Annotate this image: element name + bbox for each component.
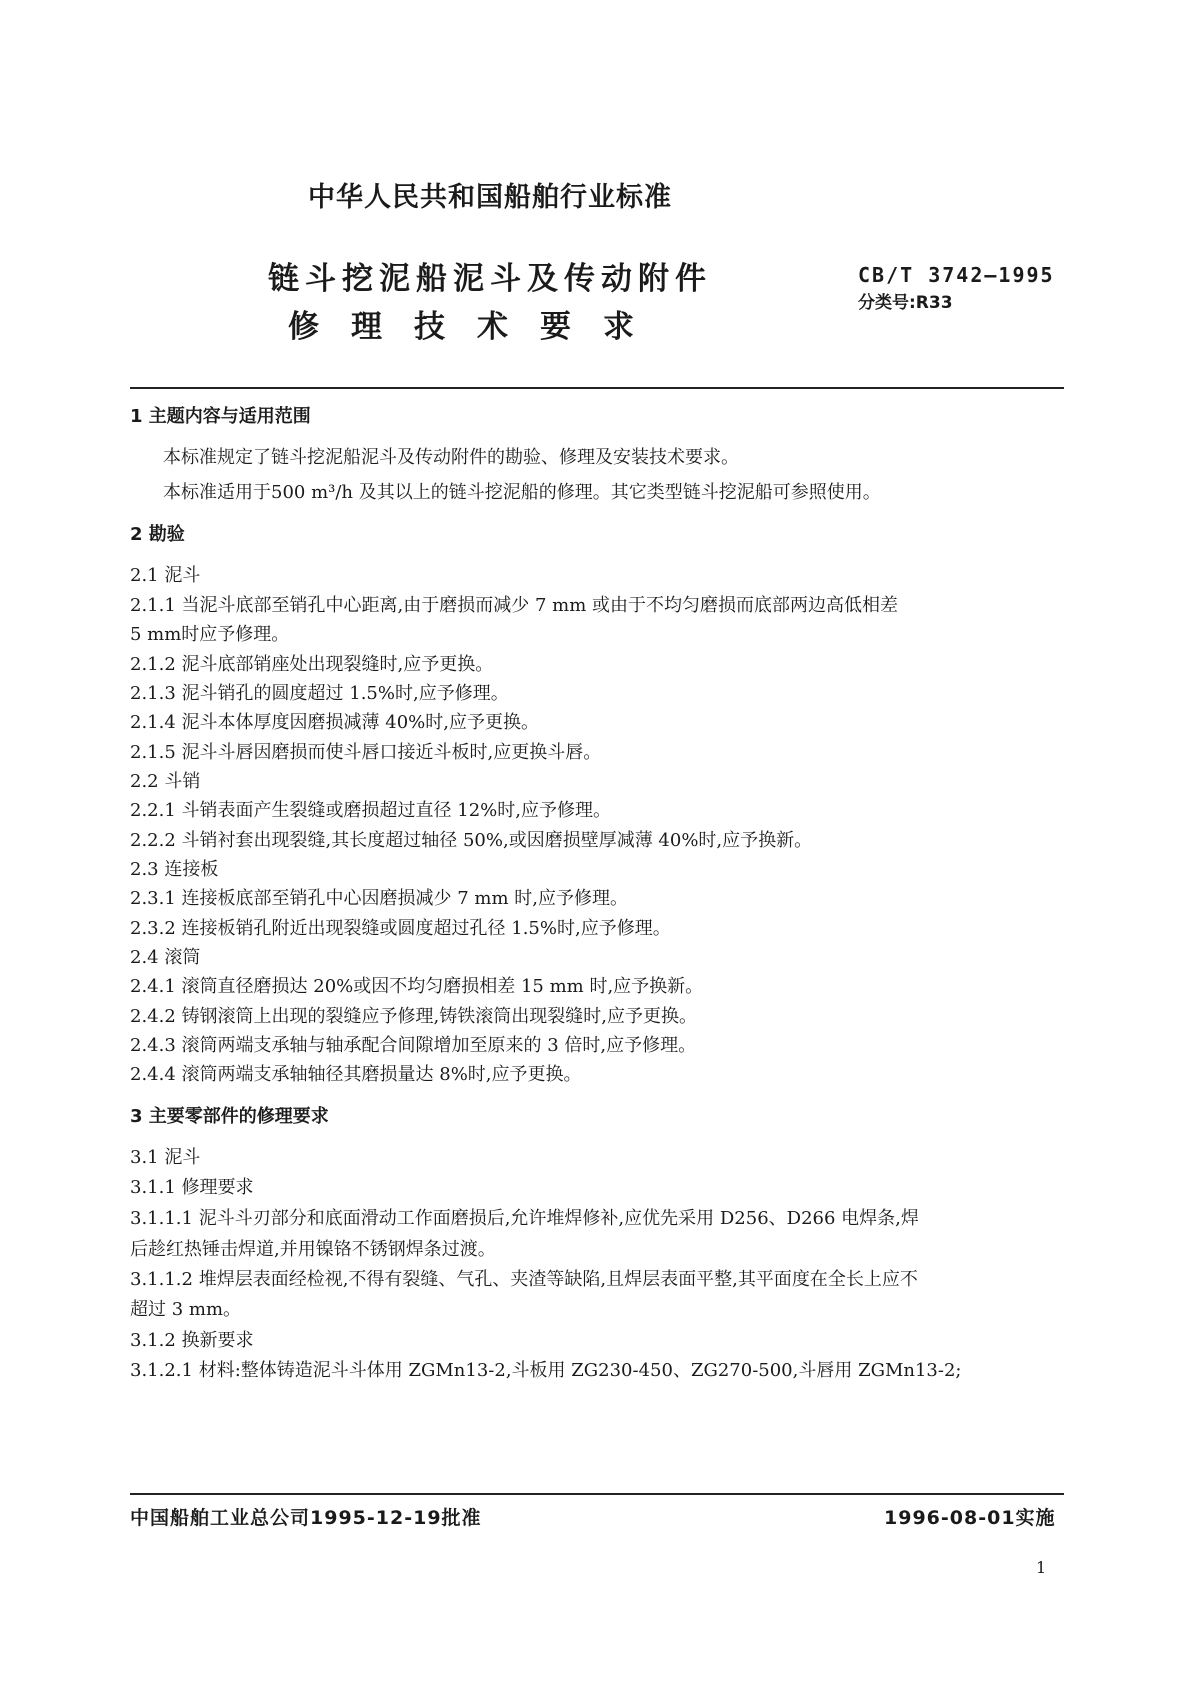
clause-line: 2.4 滚筒 [130,947,201,968]
paragraph-line: 本标准适用于500 m³/h 及其以上的链斗挖泥船的修理。其它类型链斗挖泥船可参照使用。 [163,482,881,503]
clause-line: 2.4.3 滚筒两端支承轴与轴承配合间隙增加至原来的 3 倍时,应予修理。 [130,1035,697,1056]
standard-code: CB/T 3742—1995 [858,263,1055,287]
approval-statement: 中国船舶工业总公司1995-12-19批准 [130,1507,482,1529]
clause-line: 2.1.3 泥斗销孔的圆度超过 1.5%时,应予修理。 [130,683,509,704]
page-number: 1 [1036,1558,1047,1577]
effective-date: 1996-08-01实施 [884,1507,1056,1529]
document-title-line1: 链斗挖泥船泥斗及传动附件 [268,261,712,297]
clause-line: 2.3 连接板 [130,859,219,880]
clause-line: 2.2.1 斗销表面产生裂缝或磨损超过直径 12%时,应予修理。 [130,800,611,821]
clause-line: 后趁红热锤击焊道,并用镍铬不锈钢焊条过渡。 [130,1239,496,1260]
clause-line: 2.3.2 连接板销孔附近出现裂缝或圆度超过孔径 1.5%时,应予修理。 [130,918,671,939]
org-standard-title: 中华人民共和国船舶行业标准 [308,182,672,213]
clause-line: 2.2 斗销 [130,771,201,792]
classification-number: 分类号:R33 [858,293,953,313]
paragraph-line: 本标准规定了链斗挖泥船泥斗及传动附件的勘验、修理及安装技术要求。 [163,447,739,468]
clause-line: 3.1.2 换新要求 [130,1330,254,1351]
clause-line: 2.1 泥斗 [130,565,201,586]
header-divider [130,387,1064,389]
section-heading-2: 2 勘验 [130,524,185,545]
clause-line: 2.2.2 斗销衬套出现裂缝,其长度超过轴径 50%,或因磨损壁厚减薄 40%时,应予换新。 [130,830,813,851]
clause-line: 2.1.1 当泥斗底部至销孔中心距离,由于磨损而减少 7 mm 或由于不均匀磨损而底部两边高低相差 [130,595,898,616]
clause-line: 2.1.5 泥斗斗唇因磨损而使斗唇口接近斗板时,应更换斗唇。 [130,742,602,763]
clause-line: 超过 3 mm。 [130,1299,242,1320]
clause-line: 5 mm时应予修理。 [130,624,290,645]
clause-line: 3.1.1.2 堆焊层表面经检视,不得有裂缝、气孔、夹渣等缺陷,且焊层表面平整,其平面度在全长上应不 [130,1269,918,1290]
clause-line: 2.4.1 滚筒直径磨损达 20%或因不均匀磨损相差 15 mm 时,应予换新。 [130,976,704,997]
clause-line: 3.1.1 修理要求 [130,1177,254,1198]
clause-line: 2.4.4 滚筒两端支承轴轴径其磨损量达 8%时,应予更换。 [130,1064,582,1085]
clause-line: 3.1 泥斗 [130,1147,201,1168]
section-heading-1: 1 主题内容与适用范围 [130,406,311,427]
clause-line: 2.1.2 泥斗底部销座处出现裂缝时,应予更换。 [130,654,494,675]
clause-line: 2.3.1 连接板底部至销孔中心因磨损减少 7 mm 时,应予修理。 [130,888,628,909]
footer-divider [130,1493,1064,1495]
clause-line: 2.4.2 铸钢滚筒上出现的裂缝应予修理,铸铁滚筒出现裂缝时,应予更换。 [130,1006,697,1027]
document-title-line2: 修理技术要求 [288,309,666,345]
clause-line: 3.1.1.1 泥斗斗刃部分和底面滑动工作面磨损后,允许堆焊修补,应优先采用 D256、D266 电焊条,焊 [130,1208,919,1229]
clause-line: 3.1.2.1 材料:整体铸造泥斗斗体用 ZGMn13-2,斗板用 ZG230-450、ZG270-500,斗唇用 ZGMn13-2; [130,1360,962,1381]
clause-line: 2.1.4 泥斗本体厚度因磨损减薄 40%时,应予更换。 [130,712,539,733]
section-heading-3: 3 主要零部件的修理要求 [130,1106,329,1127]
